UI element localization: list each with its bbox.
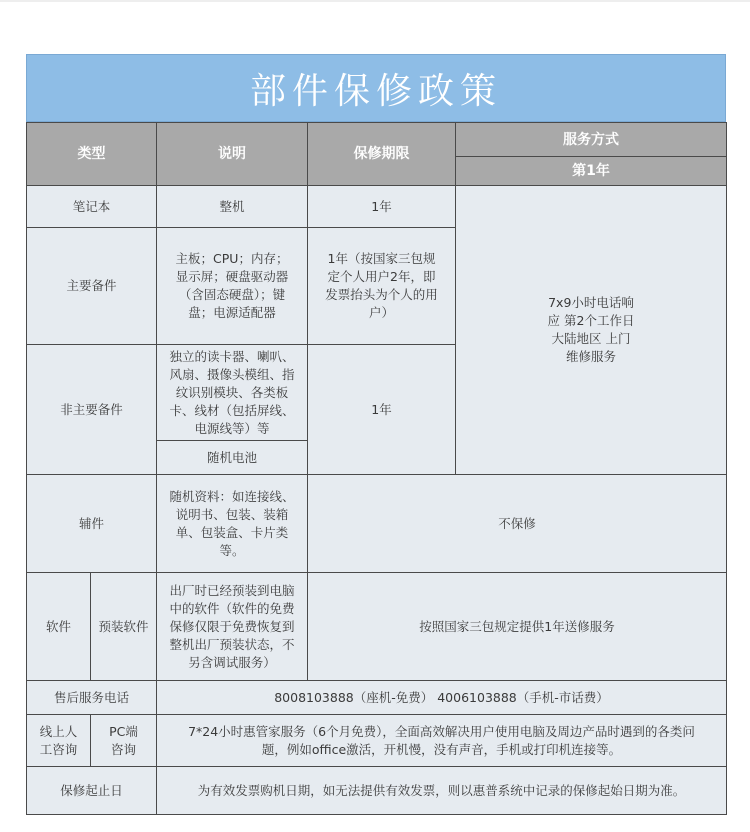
service-method: 7x9小时电话响应 第2个工作日 大陆地区 上门维修服务 xyxy=(456,186,727,475)
header-service: 服务方式 xyxy=(456,123,727,157)
table-row xyxy=(27,715,727,767)
header-row xyxy=(27,123,727,157)
start-label: 保修起止日 xyxy=(27,767,157,815)
software-value: 按照国家三包规定提供1年送修服务 xyxy=(308,573,727,681)
main-period: 1年（按国家三包规定个人用户2年，即发票抬头为个人的用户） xyxy=(308,228,456,345)
software-desc: 出厂时已经预装到电脑中的软件（软件的免费保修仅限于免费恢复到整机出厂预装状态，不另含调试服务） xyxy=(157,573,308,681)
header-period: 保修期限 xyxy=(308,123,456,186)
nonmain-type: 非主要备件 xyxy=(27,345,157,475)
accessory-value: 不保修 xyxy=(308,475,727,573)
top-divider xyxy=(0,0,750,2)
table-row xyxy=(27,573,727,681)
software-subtype: 预装软件 xyxy=(91,573,157,681)
online-value: 7*24小时惠管家服务（6个月免费），全面高效解决用户使用电脑及周边产品时遇到的各类问题，例如office激活，开机慢，没有声音，手机或打印机连接等。 xyxy=(157,715,727,767)
nonmain-period: 1年 xyxy=(308,345,456,475)
notebook-type: 笔记本 xyxy=(27,186,157,228)
warranty-table xyxy=(26,122,727,815)
battery-desc: 随机电池 xyxy=(157,441,308,475)
header-first-year: 第1年 xyxy=(456,157,727,186)
page-title: 部件保修政策 xyxy=(26,54,726,122)
software-type: 软件 xyxy=(27,573,91,681)
header-type: 类型 xyxy=(27,123,157,186)
hotline-label: 售后服务电话 xyxy=(27,681,157,715)
table-row xyxy=(27,186,727,228)
table-row xyxy=(27,681,727,715)
start-value: 为有效发票购机日期，如无法提供有效发票，则以惠普系统中记录的保修起始日期为准。 xyxy=(157,767,727,815)
accessory-desc: 随机资料：如连接线、说明书、包装、装箱单、包装盒、卡片类等。 xyxy=(157,475,308,573)
table-row xyxy=(27,475,727,573)
table-row xyxy=(27,767,727,815)
notebook-desc: 整机 xyxy=(157,186,308,228)
accessory-type: 辅件 xyxy=(27,475,157,573)
main-desc: 主板；CPU；内存；显示屏；硬盘驱动器（含固态硬盘）；键盘；电源适配器 xyxy=(157,228,308,345)
online-sub: PC端咨询 xyxy=(91,715,157,767)
header-desc: 说明 xyxy=(157,123,308,186)
warranty-policy xyxy=(26,54,726,815)
nonmain-desc: 独立的读卡器、喇叭、风扇、摄像头模组、指纹识别模块、各类板卡、线材（包括屏线、电源线等）等 xyxy=(157,345,308,441)
main-type: 主要备件 xyxy=(27,228,157,345)
hotline-value: 8008103888（座机-免费） 4006103888（手机-市话费） xyxy=(157,681,727,715)
notebook-period: 1年 xyxy=(308,186,456,228)
online-label: 线上人工咨询 xyxy=(27,715,91,767)
